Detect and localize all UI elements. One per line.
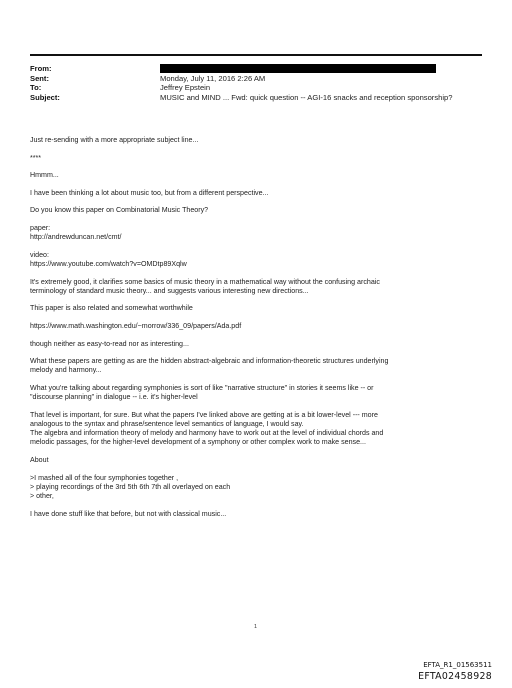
page-number: 1: [254, 624, 258, 630]
paragraph: [30, 411, 492, 448]
paper-block: [30, 224, 492, 242]
text-line: "discourse planning" in dialogue -- i.e. it's higher-level: [30, 393, 198, 402]
text-line: melodic passages, for the higher-level development of a symphony or other complex work to make sense...: [30, 438, 366, 447]
paragraph: Just re-sending with a more appropriate subject line...: [30, 136, 199, 144]
from-value: [160, 64, 490, 74]
text-line: What these papers are getting as are the hidden abstract-algebraic and information-theoretic structures underlying: [30, 357, 389, 366]
separator: ****: [30, 153, 42, 162]
paper-label: paper:: [30, 223, 51, 232]
video-label: video:: [30, 250, 49, 259]
sent-value: Monday, July 11, 2016 2:26 AM: [160, 73, 266, 83]
email-header: [30, 64, 490, 102]
paragraph: I have done stuff like that before, but not with classical music...: [30, 509, 227, 518]
text-line: The algebra and information theory of melody and harmony have to work out at the level of individual chords and: [30, 429, 384, 438]
sent-row: [30, 74, 490, 84]
subject-label: Subject:: [30, 92, 60, 102]
email-body: [30, 136, 492, 527]
text-line: analogous to the syntax and phrase/sentence level semantics of language, I would say.: [30, 419, 304, 428]
sent-label: Sent:: [30, 73, 49, 83]
paragraph: [30, 357, 492, 375]
subject-value: MUSIC and MIND ... Fwd: quick question -- AGI-16 snacks and reception sponsorship?: [160, 92, 453, 102]
paragraph: I have been thinking a lot about music too, but from a different perspective...: [30, 188, 269, 197]
from-row: [30, 64, 490, 74]
paragraph: This paper is also related and somewhat worthwhile: [30, 304, 193, 313]
quoted-block: [30, 474, 492, 502]
text-line: That level is important, for sure. But what the papers I've linked above are getting at is a bit lower-level --- more: [30, 410, 378, 419]
text-line: melody and harmony...: [30, 366, 102, 375]
quoted-line: > playing recordings of the 3rd 5th 6th 7th all overlayed on each: [30, 482, 231, 491]
to-value: Jeffrey Epstein: [160, 83, 211, 93]
paragraph: Do you know this paper on Combinatorial Music Theory?: [30, 206, 209, 215]
paragraph: [30, 384, 492, 402]
paper-link[interactable]: http://andrewduncan.net/cmt/: [30, 233, 122, 242]
video-block: [30, 251, 492, 269]
paragraph: though neither as easy-to-read nor as interesting...: [30, 339, 189, 348]
subject-row: [30, 93, 490, 103]
text-line: It's extremely good, it clarifies some basics of music theory in a mathematical way without the confusing archaic: [30, 277, 380, 286]
video-link[interactable]: https://www.youtube.com/watch?v=OMDtp89Xqlw: [30, 259, 187, 268]
bates-stamp-primary: EFTA_R1_01563511: [423, 661, 492, 669]
ada-paper-link[interactable]: https://www.math.washington.edu/~morrow/336_09/papers/Ada.pdf: [30, 321, 242, 330]
paragraph: Hmmm...: [30, 171, 59, 180]
header-rule: [30, 54, 482, 56]
text-line: What you're talking about regarding symphonies is sort of like "narrative structure" in stories it seems like -- or: [30, 383, 374, 392]
redaction-box: [160, 64, 436, 73]
paragraph: [30, 278, 492, 296]
quoted-line: >I mashed all of the four symphonies together ,: [30, 473, 179, 482]
bates-stamp-secondary: EFTA02458928: [418, 671, 492, 682]
to-row: [30, 83, 490, 93]
paragraph: About: [30, 455, 49, 464]
from-label: From:: [30, 64, 52, 73]
to-label: To:: [30, 83, 42, 93]
quoted-line: > other,: [30, 491, 54, 500]
text-line: terminology of standard music theory... and suggests various interesting new directions...: [30, 286, 309, 295]
